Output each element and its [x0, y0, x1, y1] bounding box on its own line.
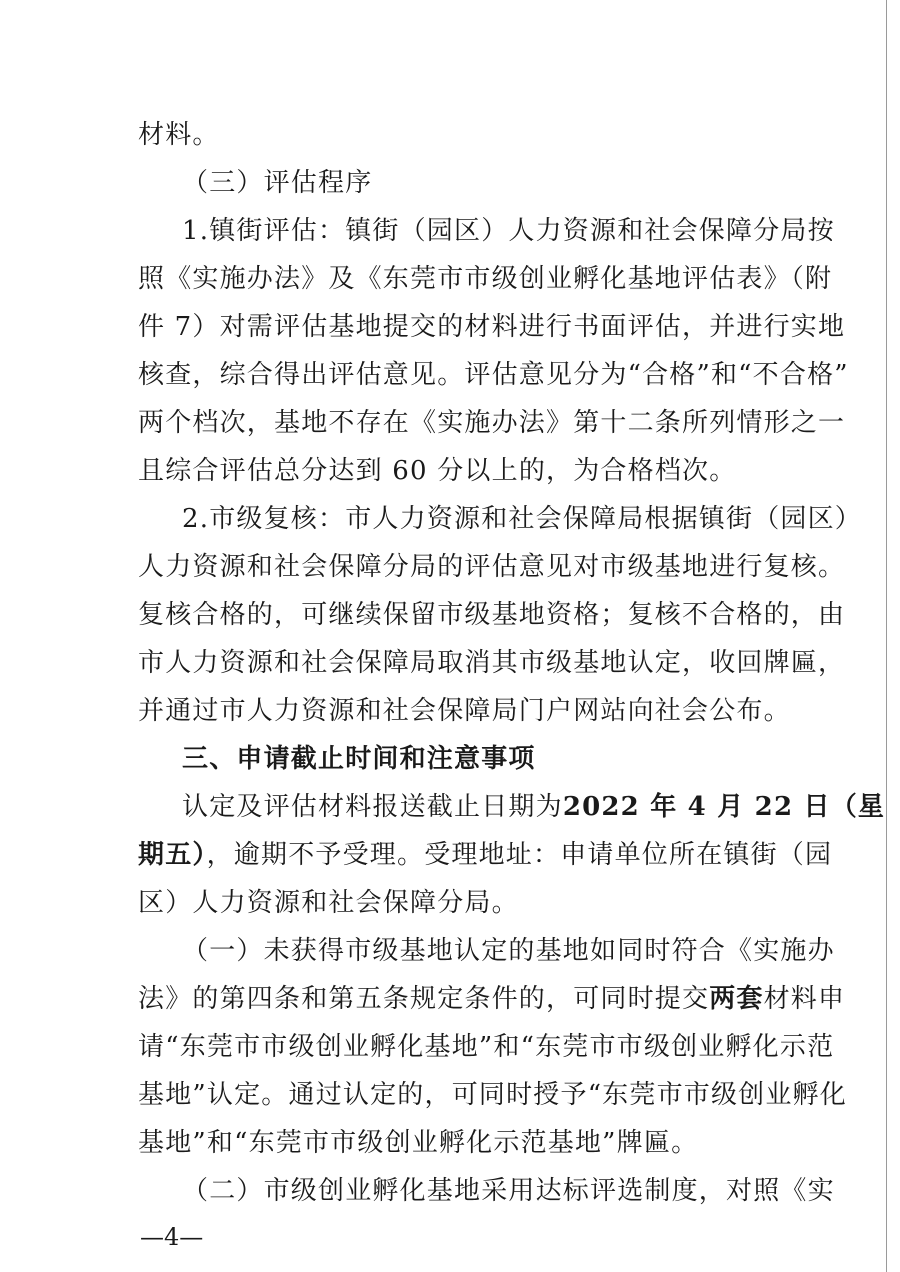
deadline-rest: ，逾期不予受理。受理地址：申请单位所在镇街（园	[206, 840, 833, 870]
text-line: 并通过市人力资源和社会保障局门户网站向社会公布。	[138, 696, 791, 726]
item-one-line: 基地”和“东莞市市级创业孵化示范基地”牌匾。	[138, 1128, 699, 1158]
text-line: 两个档次，基地不存在《实施办法》第十二条所列情形之一	[138, 408, 846, 438]
deadline-line	[182, 790, 885, 824]
deadline-weekday: 期五）	[138, 840, 207, 870]
item-one-prefix: 法》的第四条和第五条规定条件的，可同时提交	[138, 984, 710, 1014]
text-line: 1.镇街评估：镇街（园区）人力资源和社会保障分局按	[182, 216, 835, 246]
text-line: 复核合格的，可继续保留市级基地资格；复核不合格的，由	[138, 600, 846, 630]
deadline-date: 2022 年 4 月 22 日（星	[562, 792, 886, 822]
deadline-prefix: 认定及评估材料报送截止日期为	[182, 792, 563, 822]
item-one-bold: 两套	[709, 984, 764, 1014]
text-line: 市人力资源和社会保障局取消其市级基地认定，收回牌匾，	[138, 648, 846, 678]
deadline-line-continued	[138, 838, 832, 872]
item-one-line: 基地”认定。通过认定的，可同时授予“东莞市市级创业孵化	[138, 1080, 847, 1110]
text-line: 人力资源和社会保障分局的评估意见对市级基地进行复核。	[138, 552, 846, 582]
page-edge-line	[886, 0, 887, 1272]
text-line: 材料。	[138, 120, 220, 150]
item-one-line	[138, 982, 845, 1016]
section-heading-evaluation-procedure: （三）评估程序	[182, 168, 373, 198]
item-one-line: （一）未获得市级基地认定的基地如同时符合《实施办	[182, 936, 835, 966]
text-line: 核查，综合得出评估意见。评估意见分为“合格”和“不合格”	[138, 360, 849, 390]
item-one-line: 请“东莞市市级创业孵化基地”和“东莞市市级创业孵化示范	[138, 1032, 835, 1062]
text-line: 件 7）对需评估基地提交的材料进行书面评估，并进行实地	[138, 312, 846, 342]
text-line: 2.市级复核：市人力资源和社会保障局根据镇街（园区）	[182, 504, 863, 534]
text-line: 区）人力资源和社会保障分局。	[138, 888, 519, 918]
section-heading-deadline: 三、申请截止时间和注意事项	[182, 744, 536, 774]
item-two-line: （二）市级创业孵化基地采用达标评选制度，对照《实	[182, 1176, 835, 1206]
text-line: 且综合评估总分达到 60 分以上的，为合格档次。	[138, 456, 737, 486]
page-number: —4—	[140, 1223, 204, 1251]
text-line: 照《实施办法》及《东莞市市级创业孵化基地评估表》（附	[138, 264, 833, 294]
item-one-suffix: 材料申	[763, 984, 846, 1014]
